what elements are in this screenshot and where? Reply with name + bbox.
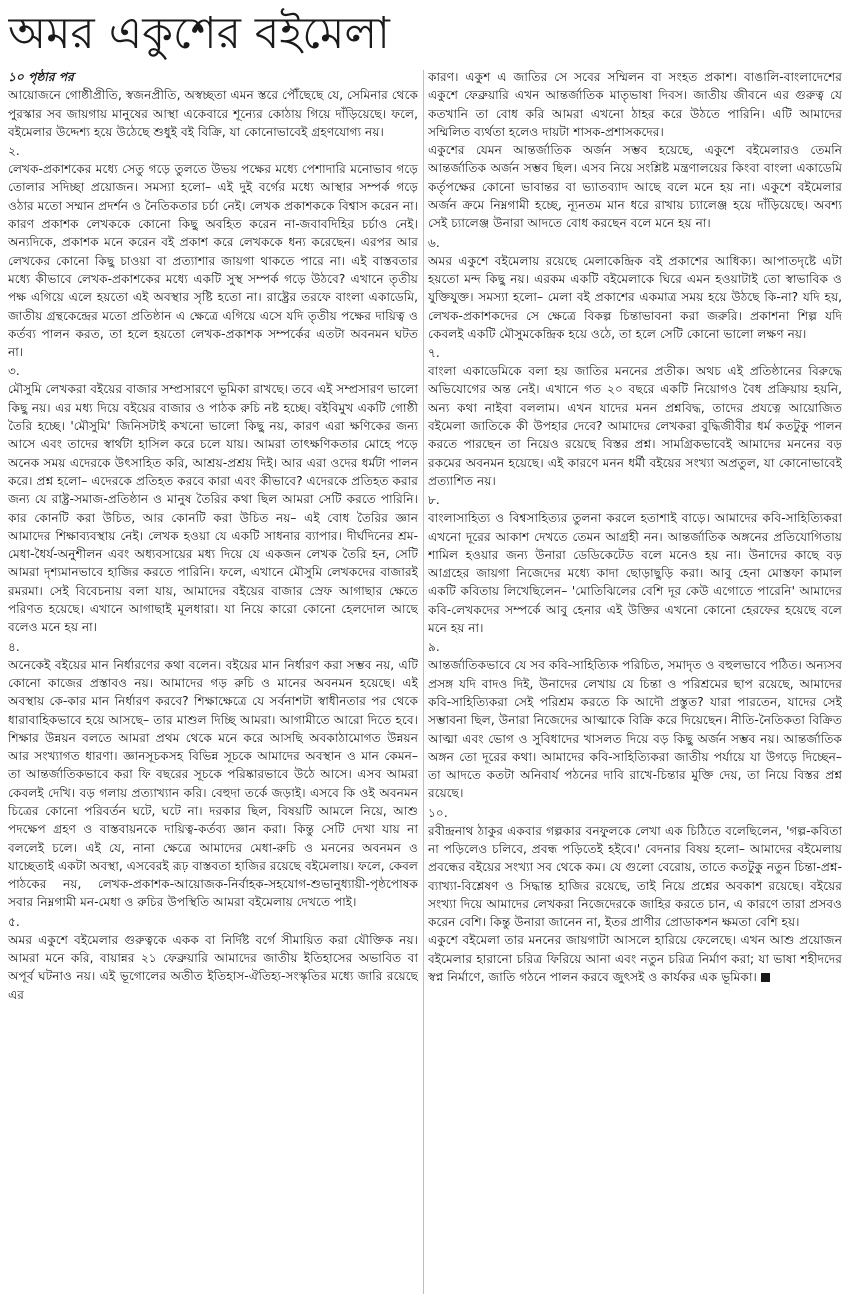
- end-of-article-mark: [761, 973, 770, 982]
- continued-from-label: ১০ পৃষ্ঠার পর: [8, 70, 74, 84]
- article-headline: অমর একুশের বইমেলা: [8, 8, 390, 59]
- section-number-4: ৪.: [8, 639, 20, 654]
- paragraph-section-5-continued-2: একুশের যেমন আন্তর্জাতিক অর্জন সম্ভব হয়েছে, একুশে বইমেলারও তেমনি আন্তর্জাতিক অর্জন সম্ভব ছিল। এসব নিয়ে সংশ্লিষ্ট মন্ত্রণালয়ের কিংবা বাংলা একাডেমি কর্তৃপক্ষের কোনো ভাবান্তর বা ভ্যাতব্যাদ আছে বলে মনে হয় না। একুশে বইমেলার অর্জন ক্রমে নিম্নগামী হচ্ছে, ন্যূনতম মান ধরে রাখায় চ্যালেঞ্জ হয়ে দাঁড়িয়েছে। অবশ্য সেই চ্যালেঞ্জ উনারা আদতে বোধ করছেন বলে মনে হয় না।: [428, 143, 842, 231]
- section-number-6: ৬.: [428, 235, 440, 250]
- paragraph-section-9: আন্তর্জাতিকভাবে যে সব কবি-সাহিত্যিক পরিচিত, সমাদৃত ও বহুলভাবে পঠিত। অন্যসব প্রসঙ্গ যদি বাদও দিই, উনাদের লেখায় যে চিন্তা ও পরিশ্রমের ছাপ রয়েছে, আমাদের কবি-সাহিত্যিকরা সেই পরিশ্রম করতে কি আদৌ প্রস্তুত? যারা পারতেন, যাদের সেই সম্ভাবনা ছিল, উনারা নিজেদের আত্মাকে বিক্রি করে দিয়েছেন। নীতি-নৈতিকতা বিক্রিত আত্মা এবং ভোগ ও সুবিধাদের খাসলত দিয়ে বড় কিছু অর্জন সম্ভব নয়। আন্তর্জাতিক অঙ্গন তো দূরের কথা। আমাদের কবি-সাহিত্যিকরা জাতীয় পর্যায়ে যা উগড়ে দিচ্ছেন– তা আদতে কতটা অনিবার্য পঠনের দাবি রাখে-চিন্তার মুক্তি দেয়, তা নিয়ে বিস্তর প্রশ্ন রয়েছে।: [428, 658, 842, 801]
- paragraph-section-4: অনেকেই বইয়ের মান নির্ধারণের কথা বলেন। বইয়ের মান নির্ধারণ করা সম্ভব নয়, এটি কোনো কাজের প্রস্তাবও নয়। আমাদের গড় রুচি ও মানের অবনমন হয়েছে। এই অবস্থায় কে-কার মান নির্ধারণ করবে? শিক্ষাক্ষেত্রে যে সর্বনাশটা স্বাধীনতার পর থেকে ধারাবাহিকভাবে হয়ে আসছে– তার মাশুল দিচ্ছি আমরা। আগামীতে আরো দিতে হবে। শিক্ষার উন্নয়ন বলতে আমরা প্রথম থেকে মনে করে আসছি অবকাঠামোগত উন্নয়ন আর সংখ্যাগত ধারণা। জ্ঞানসূচকসহ বিভিন্ন সূচকে আমাদের অবস্থান ও মান কেমন– তা আন্তর্জাতিকভাবে করা ফি বছরের সূচকে পরিষ্কারভাবে উঠে আসে। এসব আমরা কেবলই দেখি। বড় গলায় প্রত্যাখ্যান করি। বেহুদা তর্কে জড়াই। এসবে কি ওই অবনমন চিত্রের কোনো পরিবর্তন ঘটে, ঘটে না। দরকার ছিল, বিষয়টি আমলে নিয়ে, আশু পদক্ষেপ গ্রহণ ও বাস্তবায়নকে দায়িত্ব-কর্তব্য জ্ঞান করা। কিন্তু সেটি দেখা যায় না বললেই চলে। এই যে, নানা ক্ষেত্রে আমাদের মেধা-রুচি ও মননের অবনমন ও যাচ্ছেতাই একটা অবস্থা, এসবেরই রূঢ় বাস্তবতা হাজির রয়েছে বইমেলায়। ফলে, কেবল পাঠকের নয়, লেখক-প্রকাশক-আয়োজক-নির্বাহক-সহযোগ-শুভানুধ্যায়ী-পৃষ্ঠপোষক সবার নিম্নগামী মন-মেধা ও রুচির উপস্থিতি আমরা বইমেলায় দেখতে পাই।: [8, 657, 418, 910]
- section-number-8: ৮.: [428, 493, 440, 508]
- paragraph-section-7: বাংলা একাডেমিকে বলা হয় জাতির মননের প্রতীক। অথচ এই প্রতিষ্ঠানের বিরুদ্ধে অভিযোগের অন্ত নেই। এখানে গত ২০ বছরে একটি নিয়োগও বৈধ প্রক্রিয়ায় হয়নি, অন্য কথা নাইবা বললাম। এখন যাদের মনন প্রশ্নবিদ্ধ, তাদের প্রযত্নে আয়োজিত বইমেলা জাতিকে কী উপহার দেবে? আমাদের লেখকরা বুদ্ধিজীবীর ধর্ম কতটুকু পালন করতে পারছেন তা নিয়েও রয়েছে বিস্তর প্রশ্ন। সামগ্রিকভাবেই আমাদের মননের বড় রকমের অবনমন হয়েছে। এই কারণে মনন ধর্মী বইয়ের সংখ্যা অপ্রতুল, যা কোনোভাবেই প্রত্যাশিত নয়।: [428, 364, 842, 488]
- paragraph-section-3: মৌসুমি লেখকরা বইয়ের বাজার সম্প্রসারণে ভূমিকা রাখছে। তবে এই সম্প্রসারণ ভালো কিছু নয়। এর মধ্য দিয়ে বইয়ের বাজার ও পাঠক রুচি নষ্ট হচ্ছে। বইবিমুখ একটি গোষ্ঠী তৈরি হচ্ছে। 'মৌসুমি' জিনিসটাই কখনো ভালো কিছু নয়, কারণ এরা ক্ষণিকের জন্য আসে এবং তাদের স্বার্থটা হাসিল করে চলে যায়। আমরা তাৎক্ষণিকতার মোহে পড়ে অনেক সময় এদেরকে উৎসাহিত করি, আশ্রয়-প্রশ্রয় দিই। আর এরা ওদের ধর্মটা পালন করে। প্রশ্ন হলো– এদেরকে প্রতিহত করবে কারা এবং কীভাবে? এদেরকে প্রতিহত করার জন্য যে রাষ্ট্র-সমাজ-প্রতিষ্ঠান ও মানুষ তৈরির কথা ছিল আমরা সেটি করতে পারিনি। কার কোনটি করা উচিত, আর কোনটি করা উচিত নয়– এই বোধ তৈরির জ্ঞান আমাদের শিক্ষাব্যবস্থায় নেই। লেখক হওয়া যে একটি সাধনার ব্যাপার। দীর্ঘদিনের শ্রম-মেধা-ধৈর্য-অনুশীলন এবং অধ্যবসায়ের মধ্য দিয়ে যে একজন লেখক তৈরি হন, সেটি আমরা দৃশ্যমানভাবে হাজির করতে পারিনি। ফলে, এখানে মৌসুমি লেখকদের বাজারই রমরমা। সেই বিবেচনায় বলা যায়, আমাদের বইয়ের বাজার স্রেফ আগাছার ক্ষেতে পরিণত হয়েছে। এখানে আগাছাই মূলধারা। যা নিয়ে কারো কোনো হেলদোল আছে বলেও মনে হয় না।: [8, 382, 418, 635]
- left-column: [8, 68, 418, 1296]
- paragraph-section-6: অমর একুশে বইমেলায় রয়েছে মেলাকেন্দ্রিক বই প্রকাশের আধিক্য। আপাতদৃষ্টে এটা হয়তো মন্দ কিছু নয়। এরকম একটি বইমেলাকে ঘিরে এমন হওয়াটাই তো স্বাভাবিক ও যুক্তিযুক্ত। সমস্যা হলো– মেলা বই প্রকাশের একমাত্র সময় হয়ে উঠছে কি-না? যদি হয়, লেখক-প্রকাশকদের সে ক্ষেত্রে বিকল্প চিন্তাভাবনা করা জরুরি। প্রকাশনা শিল্প যদি কেবলই একটি মৌসুমকেন্দ্রিক হয়ে ওঠে, তা হলে সেটি কোনো ভালো লক্ষণ নয়।: [428, 253, 842, 341]
- section-number-10: ১০.: [428, 805, 448, 820]
- right-column: [428, 68, 842, 1296]
- paragraph-closing-wrapper: [428, 931, 842, 986]
- section-number-9: ৯.: [428, 640, 440, 655]
- paragraph-closing: একুশে বইমেলা তার মননের জায়গাটা আসলে হারিয়ে ফেলেছে। এখন আশু প্রয়োজন বইমেলার হারানো চরিত্র ফিরিয়ে আনা এবং নতুন চরিত্র নির্মাণ করা; যা ভাষা শহীদদের স্বপ্ন নির্মাণে, জাতি গঠনে পালন করবে জুৎসই ও কার্যকর এক ভূমিকা।: [428, 933, 842, 985]
- paragraph-section-5-continued: কারণ। একুশ এ জাতির সে সবের সম্মিলন বা সংহত প্রকাশ। বাঙালি-বাংলাদেশের একুশে ফেব্রুয়ারি এখন আন্তর্জাতিক মাতৃভাষা দিবস। জাতীয় জীবনে এর গুরুত্ব যে কতখানি তা বোধ করি আমরা এখনো ঠাহর করে উঠতে পারিনি। এটি আমাদের সম্মিলিত ব্যর্থতা হলেও দায়টা শাসক-প্রশাসকদের।: [428, 70, 842, 139]
- column-divider: [423, 70, 424, 1294]
- paragraph-section-10: রবীন্দ্রনাথ ঠাকুর একবার গল্পকার বনফুলকে লেখা এক চিঠিতে বলেছিলেন, 'গল্প-কবিতা না পড়িলেও চলিবে, প্রবন্ধ পড়িতেই হইবে।' বেদনার বিষয় হলো– আমাদের বইমেলায় প্রবন্ধের বইয়ের সংখ্যা সব থেকে কম। যে গুলো বেরোয়, তাতে কতটুকু নতুন চিন্তা-প্রশ্ন-ব্যাখ্যা-বিশ্লেষণ ও সিদ্ধান্ত হাজির রয়েছে, তাই নিয়ে প্রশ্নের অবকাশ রয়েছে। বইয়ের সংখ্যা দিয়ে আমাদের লেখকরা নিজেদেরকে জাহির করতে চান, এ কারণে তারা প্রসবও করেন বেশি। কিন্তু উনারা জানেন না, ইতর প্রাণীর প্রোডাকশন ক্ষমতা বেশি হয়।: [428, 823, 842, 930]
- paragraph-section-2: লেখক-প্রকাশকের মধ্যে সেতু গড়ে তুলতে উভয় পক্ষের মধ্যে পেশাদারি মনোভাব গড়ে তোলার সদিচ্ছা প্রয়োজন। সমস্যা হলো– এই দুই বর্গের মধ্যে আস্থার সম্পর্ক গড়ে ওঠার মতো সম্মান প্রদর্শন ও নৈতিকতার চর্চা নেই। লেখক প্রকাশককে বিশ্বাস করেন না। কারণ প্রকাশক লেখককে কোনো কিছু অবহিত করেন না-জবাবদিহির চর্চাও নেই। অন্যদিকে, প্রকাশক মনে করেন বই প্রকাশ করে লেখককে ধন্য করেছেন। এরপর আর লেখকের কোনো কিছু চাওয়া বা প্রত্যাশার জায়গা থাকতে পারে না। এই বাস্তবতার মধ্যে কীভাবে লেখক-প্রকাশকের মধ্যে একটি সুস্থ সম্পর্ক গড়ে উঠবে? এখানে তৃতীয় পক্ষ এগিয়ে এলে হয়তো এই অবস্থার সৃষ্টি হতো না। রাষ্ট্রের তরফে বাংলা একাডেমি, জাতীয় গ্রন্থকেন্দ্রের মতো প্রতিষ্ঠান এ ক্ষেত্রে এগিয়ে এসে যদি তৃতীয় পক্ষের দায়িত্ব ও কর্তব্য পালন করত, তা হলে হয়তো লেখক-প্রকাশক সম্পর্কের এতটা অবনমন ঘটত না।: [8, 162, 418, 360]
- section-number-2: ২.: [8, 144, 20, 159]
- section-number-5: ৫.: [8, 914, 20, 929]
- paragraph-section-8: বাংলাসাহিত্য ও বিশ্বসাহিত্যর তুলনা করলে হতাশাই বাড়ে। আমাদের কবি-সাহিত্যিকরা এখনো দূরের আকাশ দেখতে তেমন আগ্রহী নন। আন্তর্জাতিক অঙ্গনের প্রতিযোগিতায় শামিল হওয়ার জন্য উনারা ডেডিকেটেড বলে মনেও হয় না। উনাদের কাছে বড় আগ্রহের জায়গা নিজেদের মধ্যে কাদা ছোড়াছুড়ি করা। আবু হেনা মোস্তফা কামাল একটি কবিতায় লিখেছিলেন– 'মোতিঝিলের বেশি দূর কেউ এগোতে পারেনি' আমাদের কবি-লেখকদের সম্পর্কে আবু হেনার এই উক্তির এখনো কোনো হেরফের হয়েছে বলে মনে হয় না।: [428, 511, 842, 636]
- paragraph-section-5: অমর একুশে বইমেলার গুরুত্বকে একক বা নির্দিষ্ট বর্গে সীমায়িত করা যৌক্তিক নয়। আমরা মনে করি, বায়ান্নর ২১ ফেব্রুয়ারি আমাদের জাতীয় ইতিহাসের অভাবিত বা অপূর্ব ঘটনাও নয়। এই ভূগোলের অতীত ইতিহাস-ঐতিহ্য-সংস্কৃতির মধ্যে জারি রয়েছে এর: [8, 932, 418, 1002]
- section-number-7: ৭.: [428, 346, 440, 361]
- section-number-3: ৩.: [8, 364, 20, 379]
- paragraph-intro: আয়োজনে গোষ্ঠীপ্রীতি, স্বজনপ্রীতি, অস্বচ্ছতা এমন স্তরে পৌঁছেছে যে, সেমিনার থেকে পুরস্কার সব জায়গায় মানুষের আস্থা একেবারে শূন্যের কোঠায় গিয়ে দাঁড়িয়েছে। ফলে, বইমেলার উদ্দেশ্য হয়ে উঠেছে শুধুই বই বিক্রি, যা কোনোভাবেই গ্রহণযোগ্য নয়।: [8, 88, 418, 139]
